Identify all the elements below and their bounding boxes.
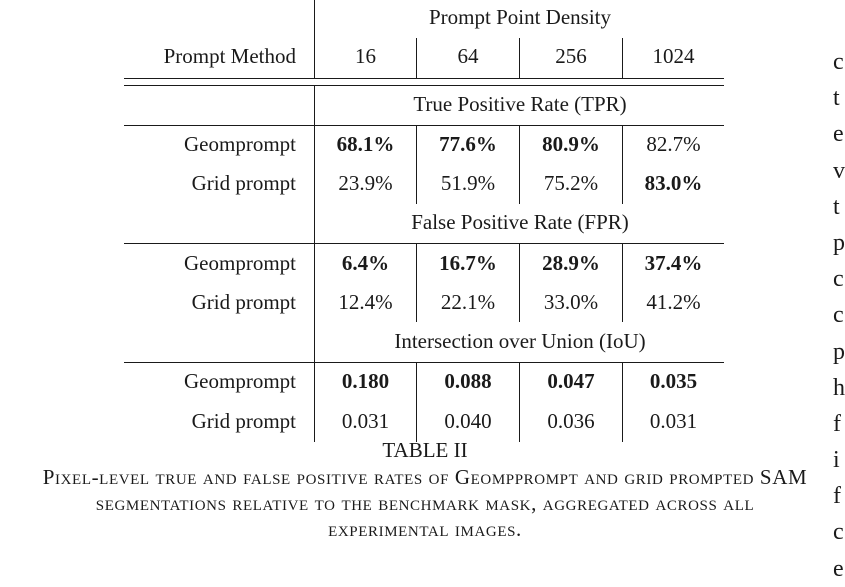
section-title: Intersection over Union (IoU) — [394, 329, 646, 353]
column-letter: h — [833, 374, 845, 401]
density-header: 16 — [355, 44, 376, 68]
table-cell: 0.180 — [341, 369, 390, 393]
table-rule-section — [124, 125, 724, 126]
column-letter: p — [833, 229, 845, 256]
table-cell: 12.4% — [338, 290, 393, 314]
table-cell: 0.031 — [649, 409, 698, 433]
method-label: Grid prompt — [191, 290, 296, 314]
table-cell: 6.4% — [341, 251, 390, 275]
table-cell: 75.2% — [543, 171, 599, 195]
table-cell: 0.088 — [444, 369, 492, 393]
method-label: Grid prompt — [191, 171, 296, 195]
table-cell: 33.0% — [543, 290, 599, 314]
table-cell: 68.1% — [336, 132, 395, 156]
table-cell: 83.0% — [644, 171, 703, 195]
column-letter: v — [833, 157, 845, 184]
section-title: False Positive Rate (FPR) — [411, 210, 629, 234]
column-letter: f — [833, 410, 841, 437]
header-group-label: Prompt Point Density — [428, 5, 612, 29]
density-header: 256 — [555, 44, 587, 68]
method-label: Geomprompt — [184, 369, 296, 393]
column-letter: i — [833, 447, 840, 474]
table-cell: 41.2% — [646, 290, 701, 314]
table-cell: 0.031 — [341, 409, 390, 433]
table-rule-section — [124, 362, 724, 363]
table-cell: 23.9% — [338, 171, 393, 195]
table-rule-section — [124, 243, 724, 244]
adjacent-column-text — [833, 44, 845, 587]
table-rule-double-top — [124, 78, 724, 79]
density-header: 1024 — [652, 44, 695, 68]
column-letter: t — [833, 193, 840, 220]
method-label: Geomprompt — [184, 132, 296, 156]
column-letter: c — [833, 49, 844, 75]
method-label: Grid prompt — [191, 409, 296, 433]
table-cell: 28.9% — [542, 251, 600, 275]
table-cell: 16.7% — [439, 251, 497, 275]
table-cell: 0.047 — [547, 369, 595, 393]
table-cell: 37.4% — [644, 251, 703, 275]
row-header-label: Prompt Method — [163, 44, 296, 68]
table-cell: 0.040 — [444, 409, 492, 433]
column-letter: f — [833, 483, 841, 510]
table-cell: 22.1% — [440, 290, 496, 314]
column-letter: e — [833, 121, 844, 148]
table-cell: 0.036 — [547, 409, 595, 433]
table-caption: Pixel-level true and false positive rates of Geompprompt and grid prompted SAM segmentations relative to the benchmark mask, aggregated across all experimental images. — [42, 465, 808, 541]
column-letter: e — [833, 555, 844, 582]
method-label: Geomprompt — [184, 251, 296, 275]
table-label: TABLE II — [382, 438, 468, 462]
density-header: 64 — [457, 44, 479, 68]
section-title: True Positive Rate (TPR) — [413, 92, 627, 116]
table-cell: 82.7% — [646, 132, 701, 156]
column-letter: c — [833, 519, 844, 546]
table-cell: 51.9% — [440, 171, 496, 195]
column-letter: t — [833, 85, 840, 112]
column-letter: c — [833, 302, 844, 329]
table-rule-double-bottom — [124, 85, 724, 86]
column-letter: p — [833, 338, 845, 365]
table-cell: 0.035 — [649, 369, 698, 393]
column-letter: c — [833, 266, 844, 293]
table-cell: 77.6% — [439, 132, 497, 156]
table-cell: 80.9% — [542, 132, 600, 156]
